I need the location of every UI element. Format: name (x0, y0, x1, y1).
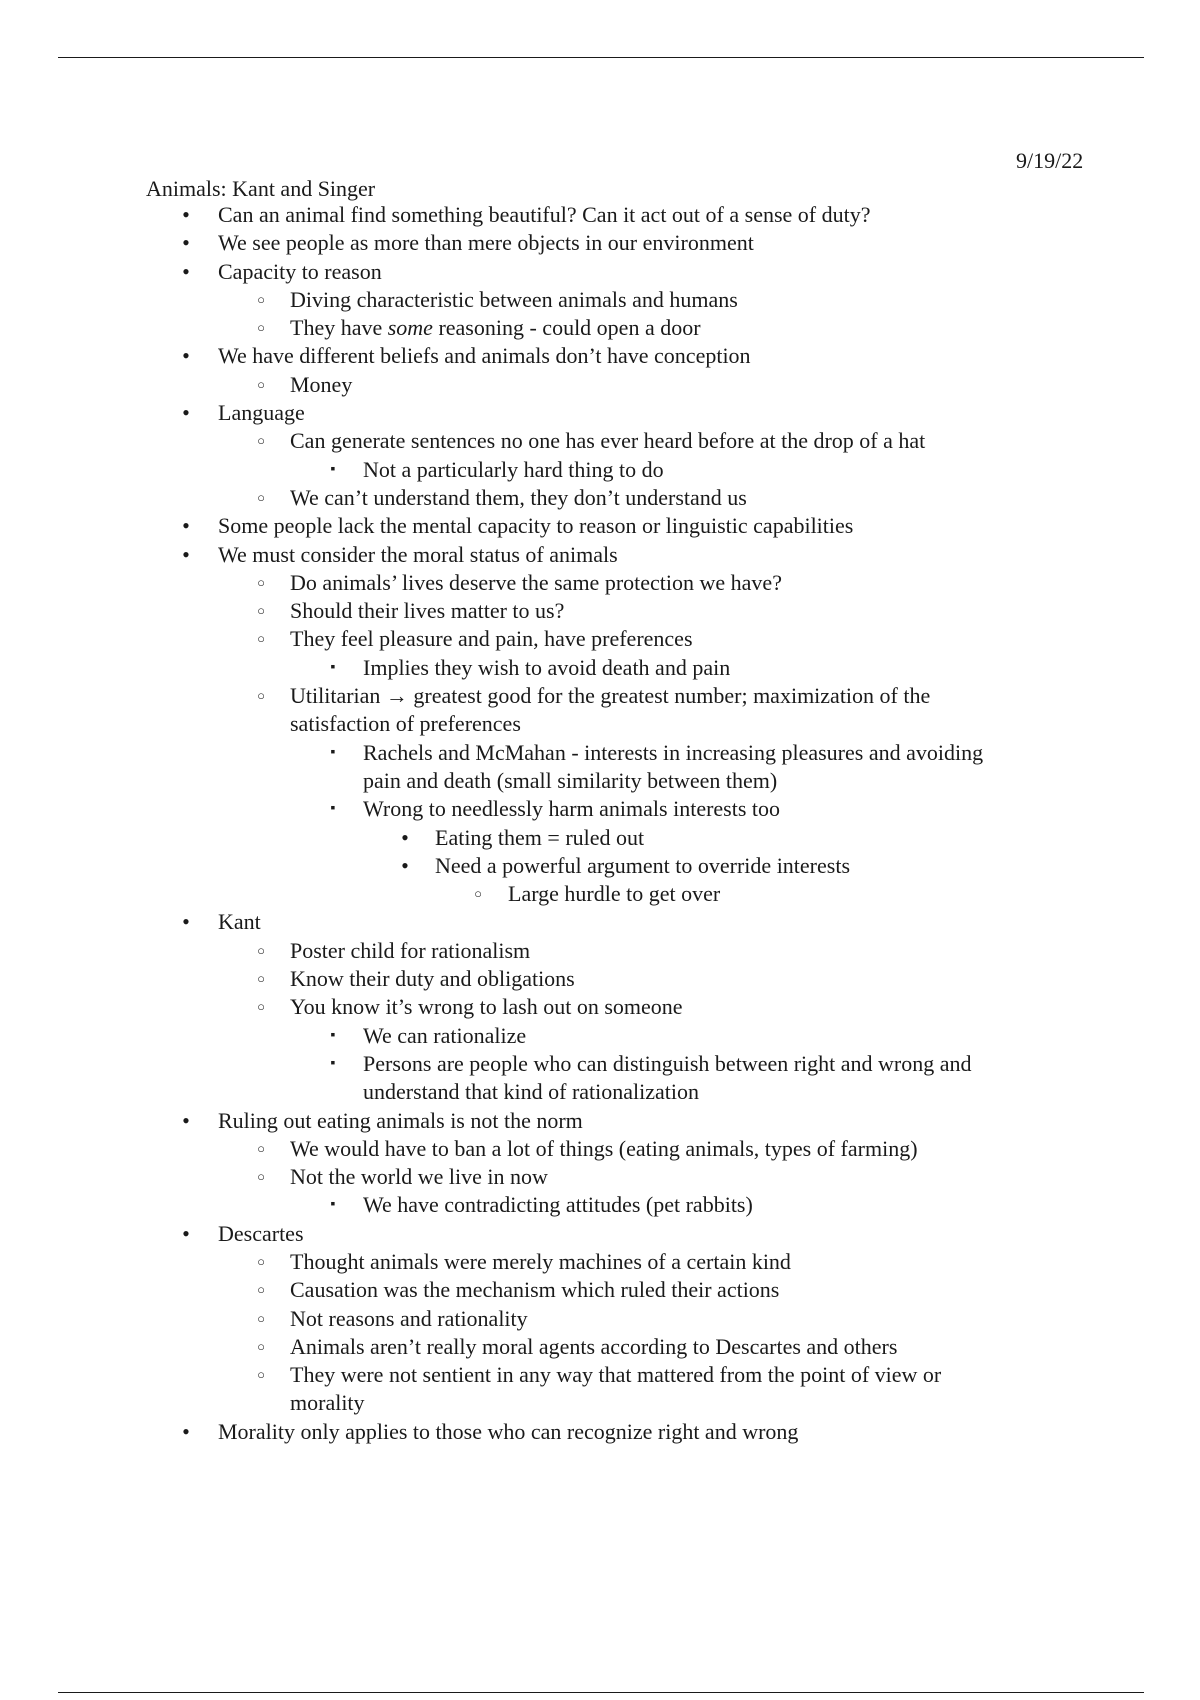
outline-text: Kant (218, 909, 261, 935)
outline-text: We have contradicting attitudes (pet rabbits) (363, 1192, 753, 1218)
outline-item-level-3 (0, 1022, 1200, 1050)
outline-text: Implies they wish to avoid death and pain (363, 654, 731, 680)
outline-text: Capacity to reason (218, 258, 382, 284)
outline-item-level-2 (0, 1163, 1200, 1191)
outline-text: Persons are people who can distinguish between right and wrong and (363, 1050, 972, 1076)
outline-text: Wrong to needlessly harm animals interests too (363, 796, 781, 822)
outline-line-continuation (0, 1389, 1200, 1417)
outline-item-level-2 (0, 937, 1200, 965)
outline-item-level-3 (0, 739, 1200, 767)
outline-text: morality (290, 1390, 365, 1416)
bullet-icon: • (401, 852, 409, 878)
bullet-icon: ▪ (330, 1027, 336, 1043)
outline-text: We can’t understand them, they don’t understand us (290, 484, 747, 510)
outline-line-continuation (0, 710, 1200, 738)
outline-text: Causation was the mechanism which ruled their actions (290, 1277, 780, 1303)
outline-text: Large hurdle to get over (508, 881, 721, 907)
bullet-icon: ○ (257, 1253, 265, 1269)
bullet-icon: • (182, 1107, 190, 1133)
outline-text: Do animals’ lives deserve the same protection we have? (290, 569, 782, 595)
bullet-icon: • (182, 1418, 190, 1444)
bullet-icon: ○ (257, 1140, 265, 1156)
bullet-icon: ○ (257, 433, 265, 449)
outline-item-level-2 (0, 1333, 1200, 1361)
outline-text: We have different beliefs and animals don’t have conception (218, 343, 751, 369)
outline-text: Animals aren’t really moral agents according to Descartes and others (290, 1333, 898, 1359)
outline-item-level-2 (0, 569, 1200, 597)
outline-item-level-5 (0, 880, 1200, 908)
outline-item-level-3 (0, 456, 1200, 484)
bullet-icon: ▪ (330, 659, 336, 675)
outline-text-pre: They have (290, 315, 388, 341)
note-title: Animals: Kant and Singer (146, 176, 376, 201)
bullet-icon: ○ (257, 1282, 265, 1298)
bullet-icon: ▪ (330, 1197, 336, 1213)
bullet-icon: ○ (257, 1169, 265, 1185)
outline-item-level-2 (0, 1248, 1200, 1276)
outline-item-level-2 (0, 597, 1200, 625)
outline-item-level-1 (0, 1220, 1200, 1248)
outline-text: Rachels and McMahan - interests in increasing pleasures and avoiding (363, 739, 984, 765)
outline-text: They feel pleasure and pain, have preferences (290, 626, 693, 652)
bullet-icon: ▪ (330, 801, 336, 817)
outline-text: Know their duty and obligations (290, 966, 575, 992)
outline-item-level-4 (0, 852, 1200, 880)
outline-line-continuation (0, 1078, 1200, 1106)
outline-item-level-1 (0, 399, 1200, 427)
outline-item-level-3 (0, 1191, 1200, 1219)
outline-item-level-3 (0, 654, 1200, 682)
outline-text-post: reasoning - could open a door (432, 315, 701, 341)
outline-item-level-1 (0, 1107, 1200, 1135)
outline-item-level-2 (0, 1305, 1200, 1333)
outline-text: Should their lives matter to us? (290, 598, 565, 624)
outline-item-level-2 (0, 625, 1200, 653)
bullet-icon: ○ (257, 688, 265, 704)
outline-text: Diving characteristic between animals and humans (290, 286, 738, 312)
bullet-icon: • (182, 541, 190, 567)
outline-text: You know it’s wrong to lash out on someone (290, 994, 683, 1020)
bullet-icon: ○ (474, 886, 482, 902)
outline-text: Eating them = ruled out (435, 824, 645, 850)
outline-item-level-2 (0, 314, 1200, 342)
outline-text: Morality only applies to those who can recognize right and wrong (218, 1418, 799, 1444)
top-rule (58, 57, 1144, 58)
outline-line-continuation (0, 767, 1200, 795)
bullet-icon: ▪ (330, 744, 336, 760)
outline-item-level-1 (0, 201, 1200, 229)
bullet-icon: ○ (257, 489, 265, 505)
outline-text: We see people as more than mere objects in our environment (218, 230, 754, 256)
notes-outline (0, 201, 1200, 1446)
bullet-icon: • (182, 400, 190, 426)
outline-text: Not reasons and rationality (290, 1305, 528, 1331)
outline-text: Not the world we live in now (290, 1164, 548, 1190)
outline-item-level-3 (0, 795, 1200, 823)
bullet-icon: ▪ (330, 1055, 336, 1071)
outline-item-level-2 (0, 1276, 1200, 1304)
outline-text: Money (290, 371, 353, 397)
bullet-icon: • (182, 1220, 190, 1246)
outline-text: Ruling out eating animals is not the norm (218, 1107, 583, 1133)
outline-text: satisfaction of preferences (290, 711, 521, 737)
bullet-icon: • (182, 909, 190, 935)
bullet-icon: ○ (257, 1367, 265, 1383)
outline-item-level-2 (0, 1361, 1200, 1389)
outline-text: We would have to ban a lot of things (eating animals, types of farming) (290, 1135, 918, 1161)
outline-text: Poster child for rationalism (290, 937, 531, 963)
bullet-icon: ○ (257, 320, 265, 336)
outline-item-level-4 (0, 824, 1200, 852)
outline-text: Some people lack the mental capacity to reason or linguistic capabilities (218, 513, 854, 539)
outline-text: Not a particularly hard thing to do (363, 456, 664, 482)
bullet-icon: ▪ (330, 461, 336, 477)
outline-item-level-1 (0, 541, 1200, 569)
bullet-icon: • (182, 343, 190, 369)
bullet-icon: • (182, 230, 190, 256)
outline-item-level-1 (0, 342, 1200, 370)
outline-text: Language (218, 400, 305, 426)
bullet-icon: ○ (257, 1338, 265, 1354)
outline-item-level-1 (0, 229, 1200, 257)
outline-item-level-2 (0, 965, 1200, 993)
outline-item-level-1 (0, 908, 1200, 936)
outline-text: Descartes (218, 1220, 304, 1246)
bullet-icon: • (182, 202, 190, 227)
outline-text: Need a powerful argument to override interests (435, 852, 851, 878)
bullet-icon: ○ (257, 631, 265, 647)
outline-text: Can an animal find something beautiful? Can it act out of a sense of duty? (218, 202, 871, 227)
bottom-rule (58, 1692, 1144, 1693)
outline-text: Utilitarian → greatest good for the greatest number; maximization of the (290, 683, 931, 709)
outline-item-level-2 (0, 484, 1200, 512)
outline-text: Thought animals were merely machines of a certain kind (290, 1248, 791, 1274)
outline-text-emphasis: some (387, 315, 433, 341)
bullet-icon: ○ (257, 376, 265, 392)
outline-text: We can rationalize (363, 1022, 527, 1048)
bullet-icon: ○ (257, 999, 265, 1015)
bullet-icon: ○ (257, 942, 265, 958)
outline-item-level-2 (0, 682, 1200, 710)
bullet-icon: ○ (257, 971, 265, 987)
bullet-icon: ○ (257, 291, 265, 307)
bullet-icon: ○ (257, 603, 265, 619)
outline-item-level-1 (0, 1418, 1200, 1446)
outline-item-level-2 (0, 427, 1200, 455)
outline-item-level-1 (0, 512, 1200, 540)
outline-text (290, 314, 701, 342)
outline-item-level-2 (0, 371, 1200, 399)
outline-item-level-3 (0, 1050, 1200, 1078)
note-date: 9/19/22 (1016, 148, 1084, 173)
outline-text: pain and death (small similarity between them) (363, 767, 778, 793)
bullet-icon: • (401, 824, 409, 850)
outline-text: Can generate sentences no one has ever heard before at the drop of a hat (290, 428, 926, 454)
bullet-icon: • (182, 258, 190, 284)
outline-item-level-1 (0, 258, 1200, 286)
bullet-icon: ○ (257, 1310, 265, 1326)
outline-text: We must consider the moral status of animals (218, 541, 618, 567)
outline-item-level-2 (0, 1135, 1200, 1163)
bullet-icon: ○ (257, 574, 265, 590)
outline-text: They were not sentient in any way that mattered from the point of view or (290, 1362, 942, 1388)
outline-item-level-2 (0, 286, 1200, 314)
outline-item-level-2 (0, 993, 1200, 1021)
bullet-icon: • (182, 513, 190, 539)
outline-text: understand that kind of rationalization (363, 1079, 700, 1105)
